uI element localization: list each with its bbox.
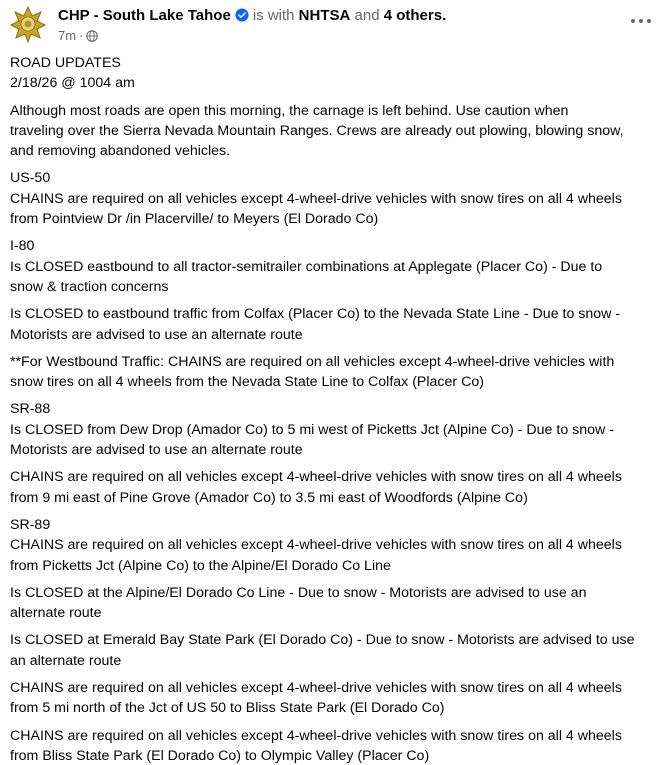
post-header — [8, 4, 655, 46]
post-text-line: CHAINS are required on all vehicles except 4-wheel-drive vehicles with snow tires on all 4 wheels — [10, 537, 622, 554]
post-body — [10, 53, 657, 765]
post-paragraph — [10, 101, 657, 162]
more-options-icon[interactable] — [631, 14, 651, 28]
post-paragraph — [10, 236, 657, 297]
post-text-line: snow tires on all 4 wheels from the Nevada State Line to Colfax (Placer Co) — [10, 374, 484, 391]
post-paragraph — [10, 630, 657, 671]
post-text-line: CHAINS are required on all vehicles except 4-wheel-drive vehicles with snow tires on all 4 wheels — [10, 727, 622, 744]
post-text-line: and removing abandoned vehicles. — [10, 143, 231, 160]
post-text-line: Is CLOSED at the Alpine/El Dorado Co Line - Due to snow - Motorists are advised to use an — [10, 584, 587, 601]
post-text-line: traveling over the Sierra Nevada Mountain Ranges. Crews are already out plowing, blowing snow, — [10, 122, 624, 139]
post-text-line: SR-89 — [10, 516, 51, 533]
post-text-line: from Picketts Jct (Alpine Co) to the Alpine/El Dorado Co Line — [10, 557, 391, 574]
post-paragraph — [10, 53, 657, 94]
post-text-line: CHAINS are required on all vehicles except 4-wheel-drive vehicles with snow tires on all 4 wheels — [10, 680, 622, 697]
post-text-line: snow & traction concerns — [10, 278, 169, 295]
post-paragraph — [10, 515, 657, 576]
post-text-line: from Pointview Dr /in Placerville/ to Meyers (El Dorado Co) — [10, 211, 379, 228]
post-paragraph — [10, 304, 657, 345]
post-text-line: Is CLOSED eastbound to all tractor-semitrailer combinations at Applegate (Placer Co) - Due to — [10, 258, 603, 275]
post-text-line: an alternate route — [10, 652, 122, 669]
post-title-line — [58, 6, 615, 26]
post-text-line: US-50 — [10, 170, 51, 187]
tagged-others-link[interactable]: 4 others. — [383, 7, 447, 24]
post-text-line: 2/18/26 @ 1004 am — [10, 75, 135, 92]
post-paragraph — [10, 583, 657, 624]
post-text-line: Motorists are advised to use an alternate route — [10, 326, 303, 343]
post-text-line: from Bliss State Park (El Dorado Co) to Olympic Valley (Placer Co) — [10, 747, 430, 764]
post-paragraph — [10, 726, 657, 765]
globe-icon[interactable] — [86, 30, 98, 42]
post-text-line: from 9 mi east of Pine Grove (Amador Co) to 3.5 mi east of Woodfords (Alpine Co) — [10, 489, 528, 506]
tagged-nhtsa-link[interactable]: NHTSA — [298, 7, 351, 24]
post-text-line: SR-88 — [10, 401, 51, 418]
post-text-line: Is CLOSED to eastbound traffic from Colfax (Placer Co) to the Nevada State Line - Due to snow - — [10, 306, 621, 323]
chp-star-badge-icon — [8, 4, 48, 44]
post-text-line: ROAD UPDATES — [10, 55, 121, 71]
post-meta — [58, 27, 615, 45]
post-paragraph — [10, 168, 657, 229]
post-text-line: Is CLOSED at Emerald Bay State Park (El Dorado Co) - Due to snow - Motorists are advised to use — [10, 632, 635, 649]
post-text-line: CHAINS are required on all vehicles except 4-wheel-drive vehicles with snow tires on all 4 wheels — [10, 190, 622, 207]
page-name-link[interactable]: CHP - South Lake Tahoe — [58, 7, 231, 24]
post-paragraph — [10, 467, 657, 508]
post-text-line: CHAINS are required on all vehicles except 4-wheel-drive vehicles with snow tires on all 4 wheels — [10, 469, 622, 486]
with-text: is with — [252, 7, 295, 24]
post-timestamp[interactable]: 7m — [58, 28, 77, 43]
post-paragraph — [10, 399, 657, 460]
post-text-line: alternate route — [10, 605, 102, 622]
post-text-line: Is CLOSED from Dew Drop (Amador Co) to 5 mi west of Picketts Jct (Alpine Co) - Due to snow - — [10, 421, 614, 438]
meta-separator: · — [79, 28, 84, 43]
post-paragraph — [10, 352, 657, 393]
post-header-text — [58, 6, 615, 45]
verified-badge-icon — [235, 8, 249, 22]
post-text-line: **For Westbound Traffic: CHAINS are required on all vehicles except 4-wheel-drive vehicles with — [10, 353, 615, 370]
post-paragraph — [10, 678, 657, 719]
post-text-line: Motorists are advised to use an alternate route — [10, 442, 303, 459]
post-text-line: I-80 — [10, 238, 35, 255]
page-avatar[interactable] — [8, 4, 48, 44]
and-text: and — [354, 7, 380, 24]
post-text-line: Although most roads are open this morning, the carnage is left behind. Use caution when — [10, 102, 569, 119]
post-text-line: from 5 mi north of the Jct of US 50 to Bliss State Park (El Dorado Co) — [10, 700, 445, 717]
